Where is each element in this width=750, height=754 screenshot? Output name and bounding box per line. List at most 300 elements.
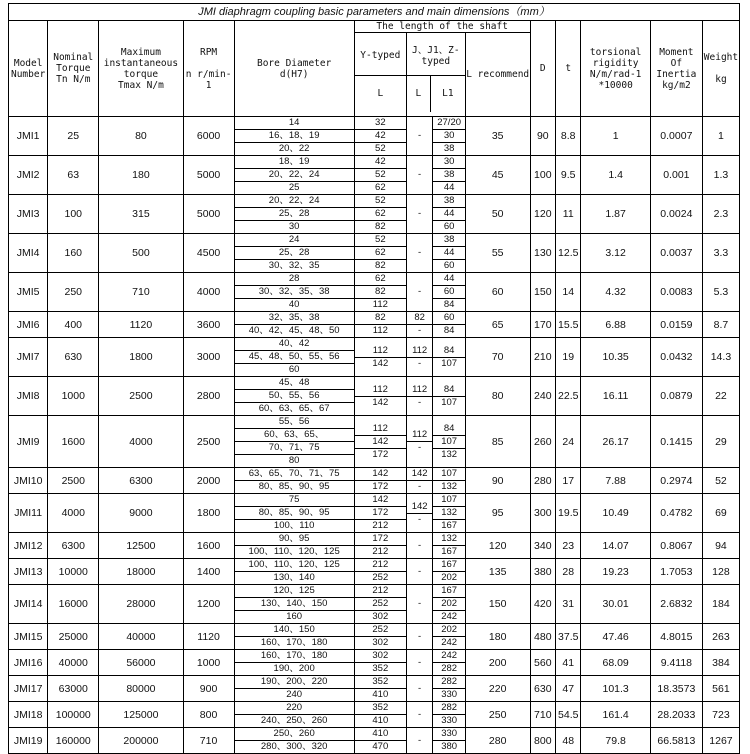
j-length-cell [406, 676, 433, 702]
max-torque-cell: 125000 [99, 702, 183, 728]
l-recommend-cell: 60 [465, 273, 530, 312]
weight-cell: 723 [702, 702, 739, 728]
j-l1-cell-line: 202 [441, 572, 458, 583]
j-l1-cell [433, 338, 465, 377]
j-length-cell-line: - [418, 734, 422, 746]
j-l1-cell-line: 84 [443, 299, 455, 310]
nominal-torque-cell: 25 [48, 117, 99, 156]
y-length-cell [354, 195, 406, 234]
rpm-cell: 1120 [183, 624, 234, 650]
model-cell: JMI17 [9, 676, 48, 702]
j-l1-cell [433, 416, 465, 468]
table-row [9, 416, 740, 468]
parameters-table [8, 20, 740, 754]
y-length-cell-line: 252 [355, 624, 406, 637]
bore-cell [234, 585, 354, 624]
bore-cell-line: 160、170、180 [260, 637, 328, 648]
model-cell: JMI13 [9, 559, 48, 585]
model-cell: JMI16 [9, 650, 48, 676]
nominal-torque-cell: 100 [48, 195, 99, 234]
model-cell: JMI10 [9, 468, 48, 494]
nominal-torque-cell: 630 [48, 338, 99, 377]
inertia-cell: 0.0083 [650, 273, 702, 312]
y-length-cell-line: 112 [355, 384, 406, 397]
bore-cell-line: 25、28 [235, 208, 354, 221]
j-l1-cell-line: 132 [441, 448, 458, 460]
l-recommend-cell: 150 [465, 585, 530, 624]
nominal-torque-cell: 2500 [48, 468, 99, 494]
l-recommend-cell: 120 [465, 533, 530, 559]
j-length-cell-line: - [418, 442, 422, 453]
rpm-cell: 1800 [183, 494, 234, 533]
nominal-torque-cell: 400 [48, 312, 99, 338]
nominal-torque-cell: 160000 [48, 728, 99, 754]
col-y-typed: Y-typed L [354, 33, 406, 117]
bore-cell-line: 190、200 [273, 663, 315, 674]
y-length-cell-line: 172 [372, 448, 389, 460]
j-l1-cell-line: 107 [441, 396, 458, 408]
j-length-cell-line: 142 [407, 468, 433, 481]
table-row [9, 273, 740, 312]
y-length-cell-line: 212 [355, 585, 406, 598]
j-length-cell [406, 416, 433, 468]
y-length-cell-line: 212 [355, 559, 406, 572]
j-length-cell [406, 338, 433, 377]
bore-cell-line: 50、55、56 [235, 390, 354, 403]
table-row [9, 156, 740, 195]
bore-cell-line: 80、85、90、95 [258, 481, 330, 492]
j-length-cell [406, 195, 433, 234]
weight-cell: 69 [702, 494, 739, 533]
col-t: t [556, 21, 581, 117]
y-length-cell-line: 252 [372, 572, 389, 583]
j-l1-cell [433, 273, 465, 312]
bore-cell-line: 60、63、65、67 [258, 403, 330, 414]
j-length-cell-line: - [418, 630, 422, 642]
bore-cell-line: 160 [286, 611, 303, 622]
j-l1-cell [433, 702, 465, 728]
t-cell: 23 [556, 533, 581, 559]
model-cell: JMI3 [9, 195, 48, 234]
bore-cell-line: 28 [235, 273, 354, 286]
col-weight: Weight kg [702, 21, 739, 117]
table-row [9, 494, 740, 533]
bore-cell [234, 559, 354, 585]
inertia-cell: 18.3573 [650, 676, 702, 702]
y-length-cell-line: 82 [355, 312, 406, 325]
l-recommend-cell: 280 [465, 728, 530, 754]
table-title: JMI diaphragm coupling basic parameters and main dimensions（mm） [8, 3, 740, 20]
bore-cell-line: 100、110、120、125 [248, 546, 340, 557]
weight-cell: 22 [702, 377, 739, 416]
j-l1-cell-line: 44 [433, 208, 464, 221]
j-length-cell-line: 142 [407, 501, 433, 514]
y-length-cell-line: 62 [375, 182, 386, 193]
table-body [9, 117, 740, 754]
torsional-cell: 6.88 [581, 312, 650, 338]
bore-cell-line: 220 [235, 702, 354, 715]
bore-cell [234, 338, 354, 377]
d-cell: 150 [530, 273, 555, 312]
j-l1-cell-line: 38 [433, 195, 464, 208]
j-length-cell [406, 585, 433, 624]
model-cell: JMI5 [9, 273, 48, 312]
y-length-cell-line: 82 [375, 221, 386, 232]
weight-cell: 263 [702, 624, 739, 650]
y-length-cell-line: 352 [372, 663, 389, 674]
j-l1-cell-line: 84 [443, 325, 455, 336]
j-length-cell [406, 559, 433, 585]
j-l1-cell-line: 282 [433, 702, 464, 715]
d-cell: 380 [530, 559, 555, 585]
bore-cell-line: 20、22 [278, 143, 310, 154]
model-cell: JMI11 [9, 494, 48, 533]
d-cell: 480 [530, 624, 555, 650]
j-l1-cell-line: 282 [433, 676, 464, 689]
bore-cell [234, 468, 354, 494]
y-length-cell [354, 702, 406, 728]
rpm-cell: 2500 [183, 416, 234, 468]
weight-cell: 184 [702, 585, 739, 624]
j-l1-cell [433, 650, 465, 676]
j-l1-cell-line: 132 [433, 507, 464, 520]
bore-cell [234, 676, 354, 702]
y-length-cell-line: 142 [372, 396, 389, 408]
bore-cell-line: 45、48 [235, 377, 354, 390]
y-length-cell-line: 352 [355, 676, 406, 689]
table-row [9, 650, 740, 676]
torsional-cell: 1.4 [581, 156, 650, 195]
rpm-cell: 4000 [183, 273, 234, 312]
bore-cell-line: 280、300、320 [260, 741, 328, 752]
y-length-cell-line: 62 [355, 208, 406, 221]
t-cell: 31 [556, 585, 581, 624]
j-length-cell-line: - [418, 396, 422, 408]
y-length-cell-line: 112 [355, 345, 406, 358]
j-l1-cell-line: 330 [441, 689, 458, 700]
inertia-cell: 1.7053 [650, 559, 702, 585]
j-l1-cell-line: 27/20 [433, 117, 464, 130]
rpm-cell: 800 [183, 702, 234, 728]
torsional-cell: 14.07 [581, 533, 650, 559]
j-l1-cell-line: 242 [433, 650, 464, 663]
j-length-cell-line: - [418, 325, 422, 336]
j-l1-cell-line: 167 [441, 546, 458, 557]
nominal-torque-cell: 100000 [48, 702, 99, 728]
bore-cell-line: 120、125 [235, 585, 354, 598]
col-torsional: torsional rigidity N/m/rad-1 *10000 [581, 21, 650, 117]
inertia-cell: 66.5813 [650, 728, 702, 754]
model-cell: JMI2 [9, 156, 48, 195]
torsional-cell: 19.23 [581, 559, 650, 585]
j-length-cell [406, 377, 433, 416]
t-cell: 15.5 [556, 312, 581, 338]
y-length-cell-line: 42 [355, 156, 406, 169]
j-length-cell-line: - [418, 208, 422, 219]
max-torque-cell: 12500 [99, 533, 183, 559]
j-length-cell [406, 273, 433, 312]
j-l1-cell [433, 117, 465, 156]
col-bore: Bore Diameter d(H7) [234, 21, 354, 117]
j-l1-cell-line: 330 [433, 728, 464, 741]
y-length-cell-line: 252 [355, 598, 406, 611]
j-l1-cell-line: 84 [433, 423, 464, 436]
bore-cell-line: 40、42、45、48、50 [248, 325, 340, 336]
bore-cell-line: 80、85、90、95 [235, 507, 354, 520]
j-l1-cell-line: 30 [433, 156, 464, 169]
rpm-cell: 1400 [183, 559, 234, 585]
torsional-cell: 101.3 [581, 676, 650, 702]
inertia-cell: 9.4118 [650, 650, 702, 676]
l-recommend-cell: 50 [465, 195, 530, 234]
l-recommend-cell: 135 [465, 559, 530, 585]
y-length-cell-line: 142 [372, 357, 389, 369]
max-torque-cell: 56000 [99, 650, 183, 676]
y-length-cell-line: 302 [355, 650, 406, 663]
j-length-cell [406, 312, 433, 338]
j-length-cell [406, 468, 433, 494]
j-length-cell-line: - [418, 286, 422, 297]
d-cell: 420 [530, 585, 555, 624]
model-cell: JMI7 [9, 338, 48, 377]
j-l1-cell-line: 330 [441, 715, 458, 726]
model-cell: JMI18 [9, 702, 48, 728]
j-l1-cell-line: 132 [433, 533, 464, 546]
model-cell: JMI14 [9, 585, 48, 624]
y-length-cell-line: 470 [372, 741, 389, 752]
t-cell: 41 [556, 650, 581, 676]
inertia-cell: 28.2033 [650, 702, 702, 728]
bore-cell-line: 40 [288, 299, 300, 310]
model-cell: JMI9 [9, 416, 48, 468]
j-l1-cell [433, 676, 465, 702]
j-l1-cell [433, 377, 465, 416]
j-length-cell-line: 112 [407, 384, 433, 397]
torsional-cell: 10.35 [581, 338, 650, 377]
y-length-cell [354, 377, 406, 416]
y-length-cell-line: 302 [372, 611, 389, 622]
y-length-cell-line: 112 [355, 423, 406, 436]
inertia-cell: 2.6832 [650, 585, 702, 624]
table-row [9, 624, 740, 650]
l-recommend-cell: 80 [465, 377, 530, 416]
weight-cell: 14.3 [702, 338, 739, 377]
j-length-cell [406, 117, 433, 156]
j-l1-cell-line: 44 [433, 273, 464, 286]
rpm-cell: 5000 [183, 156, 234, 195]
y-length-cell-line: 52 [355, 195, 406, 208]
bore-cell [234, 156, 354, 195]
d-cell: 340 [530, 533, 555, 559]
y-length-cell [354, 273, 406, 312]
bore-cell-line: 24 [235, 234, 354, 247]
j-l1-cell-line: 44 [433, 247, 464, 260]
l-recommend-cell: 55 [465, 234, 530, 273]
model-cell: JMI8 [9, 377, 48, 416]
t-cell: 54.5 [556, 702, 581, 728]
bore-cell-line: 240 [286, 689, 303, 700]
j-l1-cell-line: 38 [433, 234, 464, 247]
inertia-cell: 0.0879 [650, 377, 702, 416]
max-torque-cell: 1800 [99, 338, 183, 377]
bore-cell-line: 190、200、220 [235, 676, 354, 689]
torsional-cell: 47.46 [581, 624, 650, 650]
t-cell: 19.5 [556, 494, 581, 533]
y-length-cell-line: 410 [372, 689, 389, 700]
max-torque-cell: 80 [99, 117, 183, 156]
max-torque-cell: 200000 [99, 728, 183, 754]
bore-cell [234, 702, 354, 728]
j-length-cell-line: - [418, 708, 422, 720]
d-cell: 710 [530, 702, 555, 728]
j-l1-cell-line: 107 [433, 436, 464, 449]
bore-cell-line: 30 [288, 221, 300, 232]
bore-cell-line: 25、28 [235, 247, 354, 260]
y-length-cell-line: 52 [355, 234, 406, 247]
j-l1-cell-line: 44 [443, 182, 455, 193]
y-length-cell-line: 172 [372, 481, 389, 492]
weight-cell: 128 [702, 559, 739, 585]
y-length-cell [354, 468, 406, 494]
j-l1-cell-line: 202 [433, 624, 464, 637]
t-cell: 24 [556, 416, 581, 468]
j-l1-cell [433, 559, 465, 585]
y-length-cell [354, 650, 406, 676]
j-length-cell-line: - [418, 169, 422, 180]
j-l1-cell-line: 107 [433, 468, 464, 481]
rpm-cell: 2000 [183, 468, 234, 494]
weight-cell: 2.3 [702, 195, 739, 234]
max-torque-cell: 1120 [99, 312, 183, 338]
torsional-cell: 79.8 [581, 728, 650, 754]
bore-cell-line: 20、22、24 [235, 169, 354, 182]
y-length-cell [354, 338, 406, 377]
bore-cell [234, 195, 354, 234]
y-length-cell [354, 312, 406, 338]
max-torque-cell: 18000 [99, 559, 183, 585]
j-l1-cell-line: 60 [443, 260, 455, 271]
torsional-cell: 1 [581, 117, 650, 156]
bore-cell-line: 60 [288, 364, 300, 375]
max-torque-cell: 28000 [99, 585, 183, 624]
table-row [9, 377, 740, 416]
torsional-cell: 68.09 [581, 650, 650, 676]
j-l1-cell-line: 60 [433, 312, 464, 325]
y-length-cell [354, 117, 406, 156]
j-length-cell [406, 624, 433, 650]
j-length-cell [406, 650, 433, 676]
model-cell: JMI15 [9, 624, 48, 650]
bore-cell [234, 624, 354, 650]
nominal-torque-cell: 1000 [48, 377, 99, 416]
y-length-cell-line: 112 [372, 325, 388, 336]
y-length-cell [354, 156, 406, 195]
l-recommend-cell: 90 [465, 468, 530, 494]
inertia-cell: 0.0432 [650, 338, 702, 377]
max-torque-cell: 6300 [99, 468, 183, 494]
l-recommend-cell: 85 [465, 416, 530, 468]
inertia-cell: 4.8015 [650, 624, 702, 650]
t-cell: 12.5 [556, 234, 581, 273]
rpm-cell: 1200 [183, 585, 234, 624]
l-recommend-cell: 95 [465, 494, 530, 533]
j-length-cell-line: - [418, 130, 422, 141]
bore-cell-line: 80 [288, 455, 300, 466]
inertia-cell: 0.0007 [650, 117, 702, 156]
y-length-cell-line: 172 [355, 533, 406, 546]
y-length-cell-line: 82 [375, 260, 386, 271]
j-length-cell [406, 702, 433, 728]
j-l1-cell-line: 60 [433, 286, 464, 299]
j-l1-cell [433, 585, 465, 624]
j-length-cell [406, 494, 433, 533]
j-l1-cell [433, 468, 465, 494]
table-row [9, 312, 740, 338]
col-shaft-length: The length of the shaft [354, 21, 530, 33]
j-length-cell-line: - [418, 656, 422, 668]
rpm-cell: 710 [183, 728, 234, 754]
j-l1-cell [433, 624, 465, 650]
table-row [9, 234, 740, 273]
j-length-cell-line: 82 [407, 312, 433, 325]
t-cell: 14 [556, 273, 581, 312]
table-row [9, 338, 740, 377]
d-cell: 240 [530, 377, 555, 416]
rpm-cell: 3600 [183, 312, 234, 338]
l-recommend-cell: 70 [465, 338, 530, 377]
y-length-cell-line: 52 [375, 143, 386, 154]
inertia-cell: 0.0024 [650, 195, 702, 234]
l-recommend-cell: 250 [465, 702, 530, 728]
bore-cell-line: 55、56 [235, 416, 354, 429]
table-row [9, 533, 740, 559]
bore-cell [234, 494, 354, 533]
l-recommend-cell: 200 [465, 650, 530, 676]
j-length-cell-line: 112 [407, 429, 433, 442]
torsional-cell: 161.4 [581, 702, 650, 728]
bore-cell [234, 377, 354, 416]
j-l1-cell-line: 84 [433, 345, 464, 358]
bore-cell-line: 14 [235, 117, 354, 130]
y-length-cell [354, 585, 406, 624]
bore-cell-line: 20、22、24 [235, 195, 354, 208]
col-nominal-torque: Nominal Torque Tn N/m [48, 21, 99, 117]
torsional-cell: 3.12 [581, 234, 650, 273]
y-length-cell [354, 416, 406, 468]
table-row [9, 702, 740, 728]
y-length-cell [354, 559, 406, 585]
bore-cell-line: 45、48、50、55、56 [235, 351, 354, 364]
j-l1-cell-line: 132 [441, 481, 458, 492]
table-row [9, 585, 740, 624]
inertia-cell: 0.4782 [650, 494, 702, 533]
j-l1-cell [433, 234, 465, 273]
bore-cell-line: 100、110、120、125 [235, 559, 354, 572]
bore-cell-line: 16、18、19 [235, 130, 354, 143]
rpm-cell: 2800 [183, 377, 234, 416]
j-l1-cell-line: 107 [433, 494, 464, 507]
bore-cell [234, 533, 354, 559]
bore-cell-line: 32、35、38 [235, 312, 354, 325]
l-recommend-cell: 35 [465, 117, 530, 156]
max-torque-cell: 9000 [99, 494, 183, 533]
bore-cell-line: 90、95 [235, 533, 354, 546]
t-cell: 11 [556, 195, 581, 234]
torsional-cell: 16.11 [581, 377, 650, 416]
nominal-torque-cell: 40000 [48, 650, 99, 676]
d-cell: 120 [530, 195, 555, 234]
weight-cell: 52 [702, 468, 739, 494]
